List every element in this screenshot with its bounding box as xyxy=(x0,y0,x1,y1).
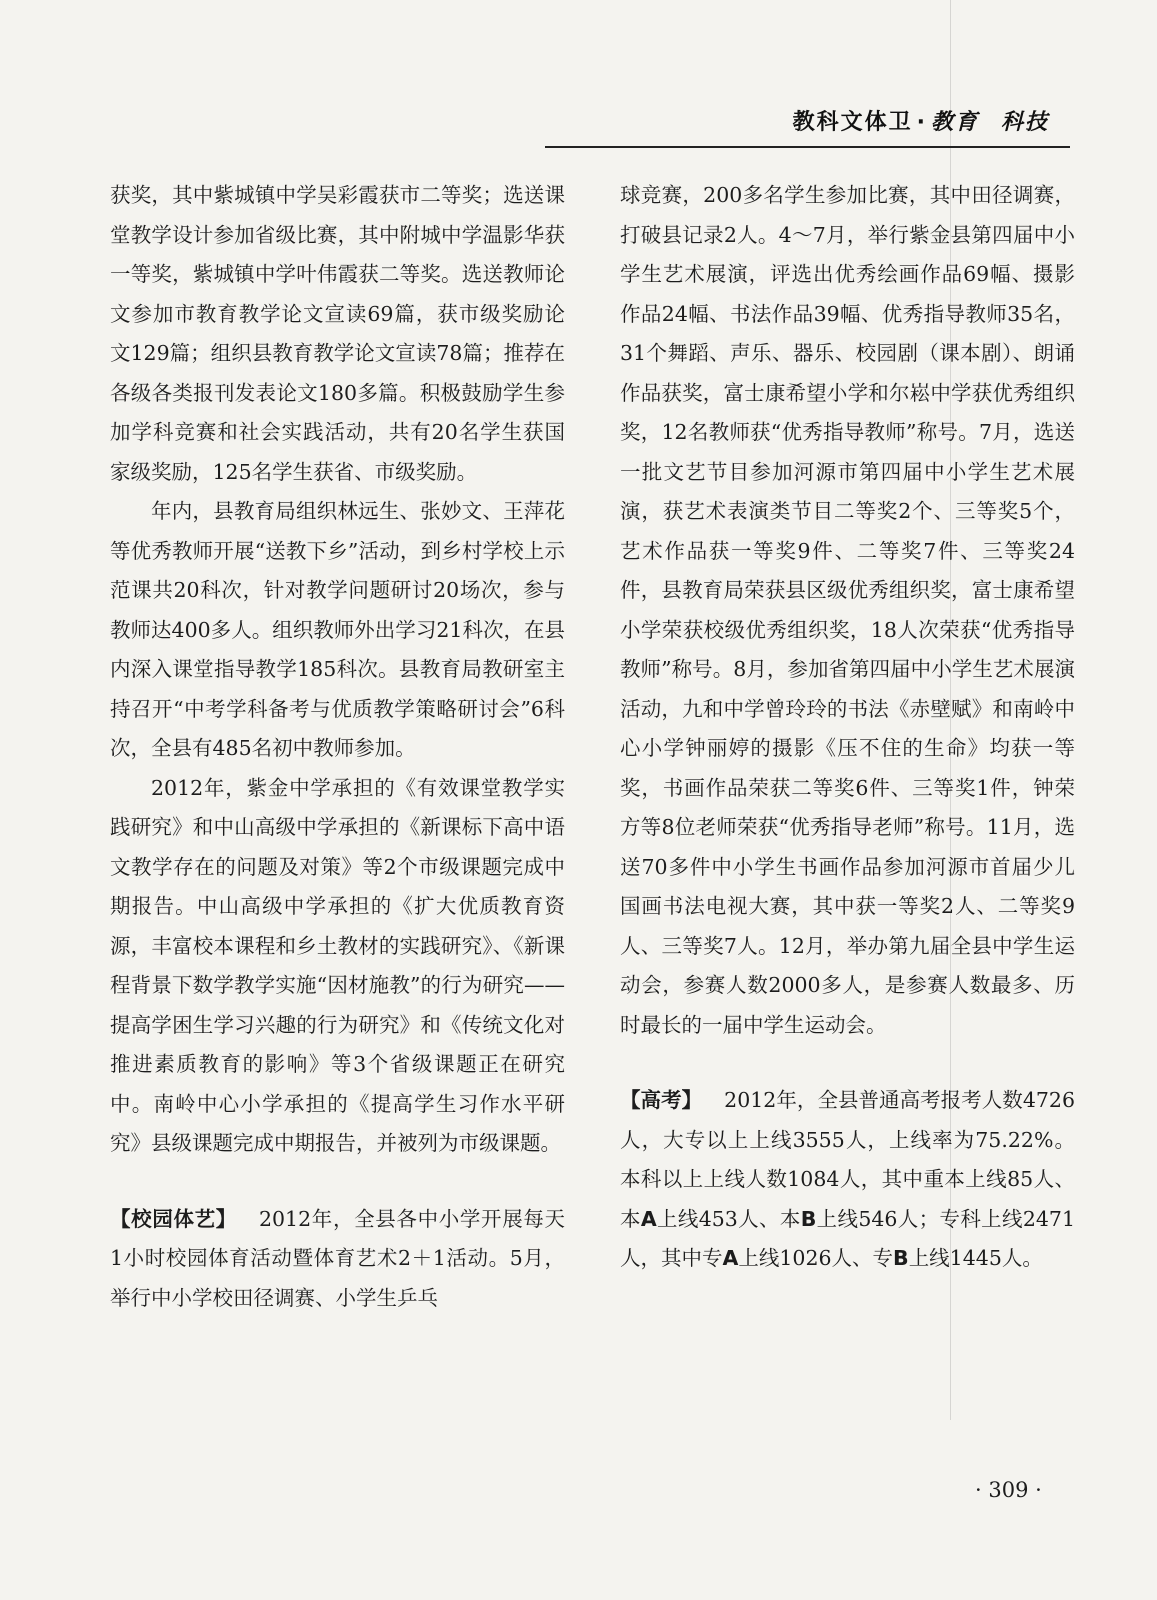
section-text: 2012年，全县普通高考报考人数4726人，大专以上上线3555人，上线率为75.22%。本科以上上线人数1084人，其中重本上线85人、本 xyxy=(620,1088,1075,1231)
header-subsection-2: 科技 xyxy=(1000,110,1049,135)
header-section: 教科文体卫 xyxy=(792,110,913,135)
right-column xyxy=(620,176,1075,1279)
letter-a: A xyxy=(722,1246,739,1270)
paragraph: 获奖，其中紫城镇中学吴彩霞获市二等奖；选送课堂教学设计参加省级比赛，其中附城中学温影华获一等奖，紫城镇中学叶伟霞获二等奖。选送教师论文参加市教育教学论文宣读69篇，获市级奖励论文129篇；组织县教育教学论文宣读78篇；推荐在各级各类报刊发表论文180多篇。积极鼓励学生参加学科竞赛和社会实践活动，共有20名学生获国家级奖励，125名学生获省、市级奖励。 xyxy=(110,183,565,484)
header-rule xyxy=(545,146,1070,148)
section-text: 2012年，全县各中小学开展每天1小时校园体育活动暨体育艺术2＋1活动。5月，举行中小学校田径调赛、小学生乒乓 xyxy=(110,1206,566,1310)
running-header xyxy=(793,105,1049,136)
paragraph: 2012年，紫金中学承担的《有效课堂教学实践研究》和中山高级中学承担的《新课标下高中语文教学存在的问题及对策》等2个市级课题完成中期报告。中山高级中学承担的《扩大优质教育资源，丰富校本课程和乡土教材的实践研究》、《新课程背景下数学教学实施“因材施教”的行为研究——提高学困生学习兴趣的行为研究》和《传统文化对推进素质教育的影响》等3个省级课题正在研究中。南岭中心小学承担的《提高学生习作水平研究》县级课题完成中期报告，并被列为市级课题。 xyxy=(110,775,565,1155)
section-text: 上线546人；专科上线2471人，其中专 xyxy=(620,1206,1075,1270)
paragraph: 球竞赛，200多名学生参加比赛，其中田径调赛，打破县记录2人。4～7月，举行紫金县第四届中小学生艺术展演，评选出优秀绘画作品69幅、摄影作品24幅、书法作品39幅、优秀指导教师35名，31个舞蹈、声乐、器乐、校园剧（课本剧）、朗诵作品获奖，富士康希望小学和尔崧中学获优秀组织奖，12名教师获“优秀指导教师”称号。7月，选送一批文艺节目参加河源市第四届中小学生艺术展演，获艺术表演类节目二等奖2个、三等奖5个，艺术作品获一等奖9件、二等奖7件、三等奖24件，县教育局荣获县区级优秀组织奖，富士康希望小学荣获校级优秀组织奖，18人次荣获“优秀指导教师”称号。8月，参加省第四届中小学生艺术展演活动，九和中学曾玲玲的书法《赤壁赋》和南岭中心小学钟丽婷的摄影《压不住的生命》均获一等奖，书画作品荣获二等奖6件、三等奖1件，钟荣方等8位老师荣获“优秀指导老师”称号。11月，选送70多件中小学生书画作品参加河源市首届少儿国画书法电视大赛，其中获一等奖2人、二等奖9人、三等奖7人。12月，举办第九届全县中学生运动会，参赛人数2000多人，是参赛人数最多、历时最长的一届中学生运动会。 xyxy=(620,183,1075,1037)
letter-a: A xyxy=(640,1206,657,1231)
section-title: 【校园体艺】 xyxy=(110,1206,237,1231)
header-subsection: 教育 xyxy=(930,110,979,135)
page-number: · 309 · xyxy=(975,1478,1042,1502)
paragraph: 年内，县教育局组织林远生、张妙文、王萍花等优秀教师开展“送教下乡”活动，到乡村学校上示范课共20科次，针对教学问题研讨20场次，参与教师达400多人。组织教师外出学习21科次，在县内深入课堂指导教学185科次。县教育局教研室主持召开“中考学科备考与优质教学策略研讨会”6科次，全县有485名初中教师参加。 xyxy=(110,499,565,760)
letter-b: B xyxy=(893,1246,909,1270)
section-title: 【高考】 xyxy=(620,1088,703,1112)
left-column xyxy=(110,176,565,1318)
section-text: 上线453人、本 xyxy=(656,1206,801,1231)
header-dot: · xyxy=(916,110,927,135)
section-paragraph xyxy=(620,1081,1075,1279)
letter-b: B xyxy=(800,1206,817,1231)
section-text: 上线1445人。 xyxy=(908,1246,1043,1270)
section-text: 上线1026人、专 xyxy=(738,1246,894,1270)
section-paragraph xyxy=(110,1200,565,1319)
